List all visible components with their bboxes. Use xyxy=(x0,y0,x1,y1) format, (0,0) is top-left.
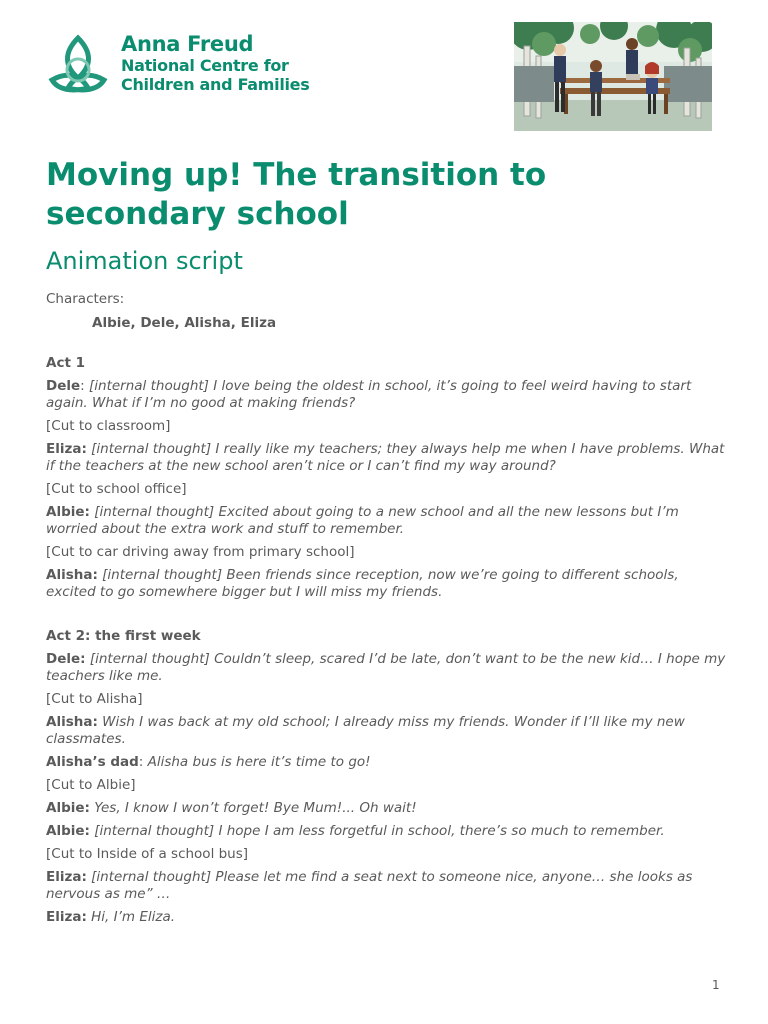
document-title xyxy=(46,156,686,234)
logo-name: Anna Freud xyxy=(121,32,254,56)
dialogue-line xyxy=(46,567,726,601)
speaker-name: Albie: xyxy=(46,800,90,816)
document-subtitle: Animation script xyxy=(46,247,243,275)
act-2-heading: Act 2: the first week xyxy=(46,628,201,644)
speaker-name: Alisha’s dad xyxy=(46,754,139,770)
dialogue-text: [internal thought] Please let me find a seat next to someone nice, anyone… she looks as nervous as me” … xyxy=(46,869,693,902)
speaker-name: Eliza: xyxy=(46,441,87,457)
act-1-lines xyxy=(46,378,726,601)
dialogue-line xyxy=(46,823,726,840)
header-illustration xyxy=(514,22,712,131)
dialogue-text: Hi, I’m Eliza. xyxy=(91,909,176,925)
scene-direction: [Cut to Albie] xyxy=(46,777,136,793)
dialogue-text: [internal thought] I really like my teachers; they always help me when I have problems. What if the teachers at the new school aren’t nice or I can’t find my way around? xyxy=(46,441,725,474)
act-1-heading: Act 1 xyxy=(46,355,85,371)
dialogue-text: Alisha bus is here it’s time to go! xyxy=(147,754,371,770)
speaker-separator: : xyxy=(80,378,89,394)
scene-direction: [Cut to classroom] xyxy=(46,418,171,434)
dialogue-line xyxy=(46,909,726,926)
logo-subname-line1: National Centre for xyxy=(121,56,289,75)
dialogue-line xyxy=(46,651,726,685)
speaker-name: Dele: xyxy=(46,651,86,667)
speaker-separator: : xyxy=(138,754,148,770)
title-line-1: Moving up! The transition to xyxy=(46,157,547,193)
speaker-name: Dele xyxy=(46,378,81,394)
characters-label: Characters: xyxy=(46,291,125,307)
dialogue-line xyxy=(46,504,726,538)
speaker-name: Alisha: xyxy=(46,714,98,730)
characters-list: Albie, Dele, Alisha, Eliza xyxy=(92,315,277,331)
speaker-name: Eliza: xyxy=(46,869,87,885)
dialogue-line xyxy=(46,378,726,412)
scene-direction: [Cut to Inside of a school bus] xyxy=(46,846,249,862)
dialogue-line xyxy=(46,441,726,475)
dialogue-text: [internal thought] Been friends since reception, now we’re going to different schools, excited to go somewhere bigger but I will miss my friends. xyxy=(46,567,679,600)
scene-direction: [Cut to school office] xyxy=(46,481,187,497)
logo-subname-line2: Children and Families xyxy=(121,75,310,94)
page-number: 1 xyxy=(712,978,720,992)
speaker-name: Albie: xyxy=(46,823,90,839)
dialogue-text: [internal thought] Couldn’t sleep, scared I’d be late, don’t want to be the new kid… I hope my teachers like me. xyxy=(46,651,726,684)
script-body xyxy=(46,355,726,932)
dialogue-text: Wish I was back at my old school; I already miss my friends. Wonder if I’ll like my new classmates. xyxy=(46,714,685,747)
dialogue-line xyxy=(46,869,726,903)
dialogue-text: [internal thought] I love being the oldest in school, it’s going to feel weird having to start again. What if I’m no good at making friends? xyxy=(46,378,692,411)
speaker-name: Eliza: xyxy=(46,909,87,925)
organization-logo xyxy=(46,32,326,94)
dialogue-text: [internal thought] I hope I am less forgetful in school, there’s so much to remember. xyxy=(94,823,665,839)
dialogue-text: Yes, I know I won’t forget! Bye Mum!... Oh wait! xyxy=(94,800,417,816)
dialogue-line xyxy=(46,800,726,817)
title-line-2: secondary school xyxy=(46,196,349,232)
triquetra-logo-icon xyxy=(46,32,110,94)
scene-direction: [Cut to Alisha] xyxy=(46,691,143,707)
speaker-name: Alisha: xyxy=(46,567,98,583)
dialogue-line xyxy=(46,714,726,748)
scene-direction: [Cut to car driving away from primary school] xyxy=(46,544,355,560)
dialogue-text: [internal thought] Excited about going to a new school and all the new lessons but I’m worried about the extra work and stuff to remember. xyxy=(46,504,679,537)
act-2-lines xyxy=(46,651,726,926)
speaker-name: Albie: xyxy=(46,504,90,520)
dialogue-line xyxy=(46,754,726,771)
